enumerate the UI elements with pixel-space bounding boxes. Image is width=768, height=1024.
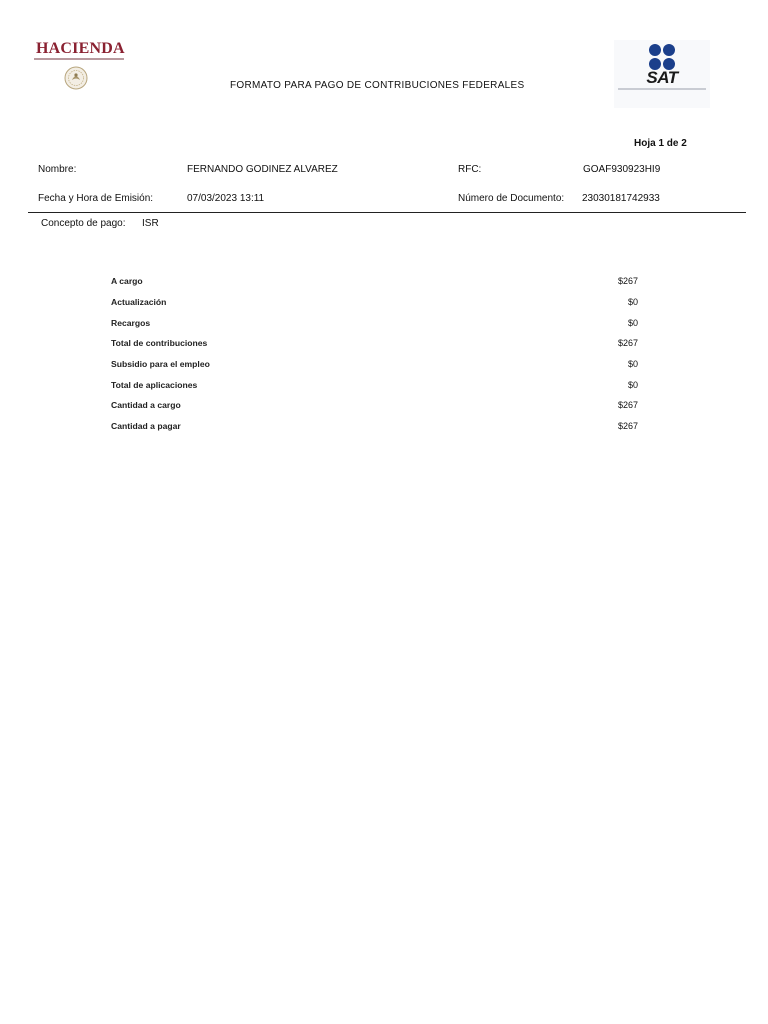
sat-logo: [614, 40, 710, 108]
rfc-value: GOAF930923HI9: [583, 164, 661, 175]
total-contribuciones-value: $267: [617, 338, 638, 348]
total-contribuciones-label: Total de contribuciones: [111, 338, 208, 348]
mexico-seal-icon: [64, 66, 88, 90]
sat-logo-text: SAT: [646, 68, 678, 87]
sat-logo-dots-icon: [648, 43, 676, 71]
a-cargo-label: A cargo: [111, 276, 143, 286]
hacienda-logo-text: HACIENDA: [36, 40, 125, 57]
header-divider: [28, 212, 746, 213]
rfc-label: RFC:: [458, 164, 482, 175]
hacienda-logo-subtitle: [34, 58, 124, 62]
a-cargo-value: $267: [617, 276, 638, 286]
total-aplicaciones-label: Total de aplicaciones: [111, 380, 198, 390]
cantidad-pagar-label: Cantidad a pagar: [111, 421, 181, 431]
actualizacion-value: $0: [627, 297, 638, 307]
cantidad-pagar-value: $267: [617, 421, 638, 431]
cantidad-cargo-value: $267: [617, 400, 638, 410]
recargos-value: $0: [627, 318, 638, 328]
subsidio-empleo-value: $0: [627, 359, 638, 369]
recargos-label: Recargos: [111, 318, 151, 328]
page-indicator: Hoja 1 de 2: [634, 138, 687, 149]
concepto-value: ISR: [142, 218, 159, 229]
form-title: FORMATO PARA PAGO DE CONTRIBUCIONES FEDERALES: [230, 80, 525, 91]
nombre-label: Nombre:: [38, 164, 77, 175]
documento-value: 23030181742933: [582, 193, 660, 204]
documento-label: Número de Documento:: [458, 193, 565, 204]
sat-logo-subtitle: [618, 88, 706, 90]
actualizacion-label: Actualización: [111, 297, 167, 307]
concepto-label: Concepto de pago:: [41, 218, 126, 229]
subsidio-empleo-label: Subsidio para el empleo: [111, 359, 210, 369]
fecha-value: 07/03/2023 13:11: [187, 193, 265, 204]
cantidad-cargo-label: Cantidad a cargo: [111, 400, 181, 410]
fecha-label: Fecha y Hora de Emisión:: [38, 193, 154, 204]
nombre-value: FERNANDO GODINEZ ALVAREZ: [187, 164, 338, 175]
total-aplicaciones-value: $0: [627, 380, 638, 390]
